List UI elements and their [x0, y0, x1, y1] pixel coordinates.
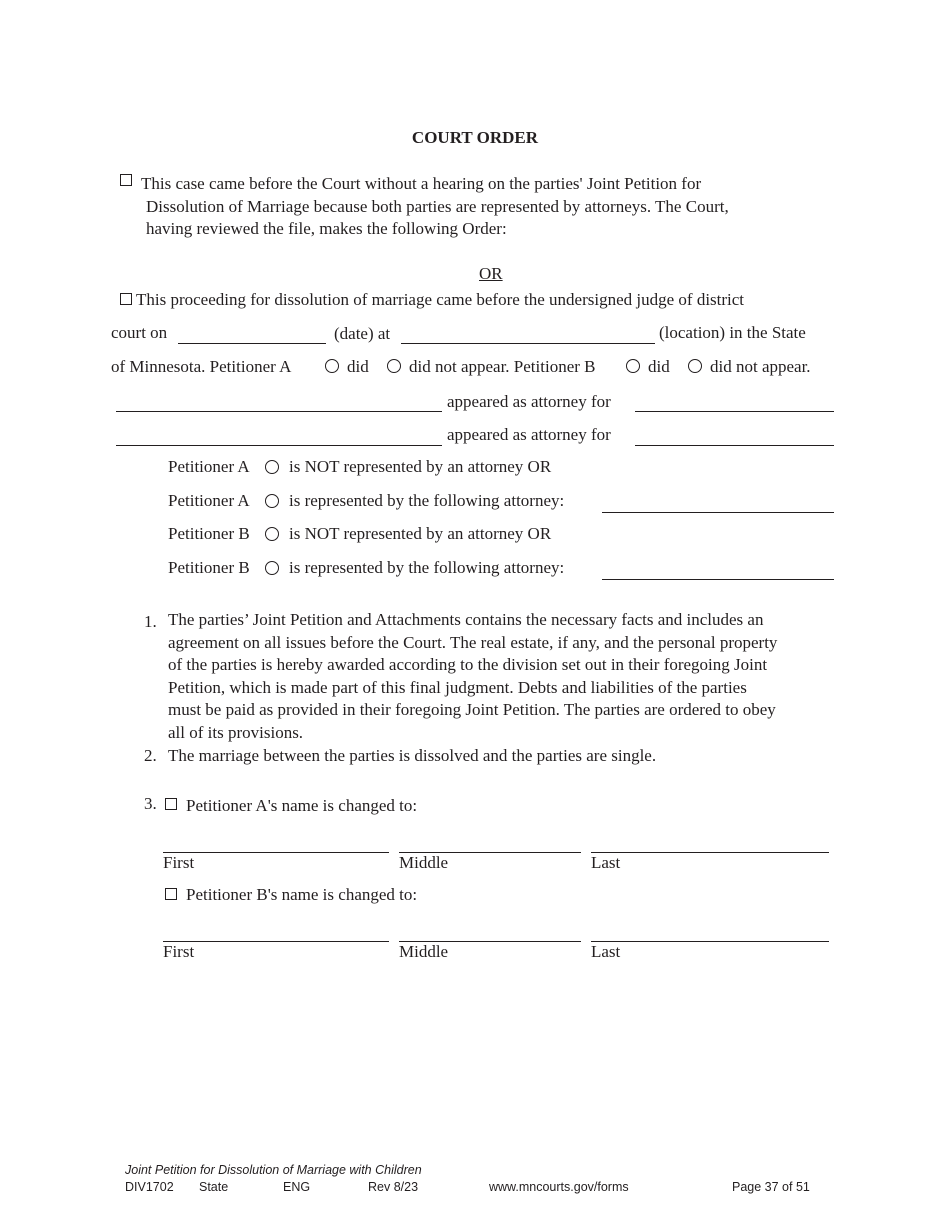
petitioner-a-did-radio[interactable] — [325, 359, 339, 373]
petitioner-a-represented-radio[interactable] — [265, 494, 279, 508]
petitioner-b-not-represented-radio[interactable] — [265, 527, 279, 541]
petitioner-a-did-not-radio[interactable] — [387, 359, 401, 373]
date-at-label: (date) at — [334, 324, 391, 343]
rep-b-yes-text: is represented by the following attorney: — [289, 558, 565, 577]
or-separator: OR — [479, 264, 503, 283]
option1-line3: having reviewed the file, makes the following Order: — [146, 219, 507, 238]
footer-language: ENG — [283, 1180, 311, 1194]
petitioner-a-first-name-field[interactable] — [163, 852, 389, 853]
petitioner-b-did-radio[interactable] — [626, 359, 640, 373]
last-name-label-a: Last — [591, 853, 621, 872]
rep-a-yes-text: is represented by the following attorney: — [289, 491, 565, 510]
middle-name-label-b: Middle — [399, 942, 449, 961]
petitioner-b-first-name-field[interactable] — [163, 941, 389, 942]
order-item-1-text — [168, 609, 777, 744]
rep-a-not-party: Petitioner A — [168, 457, 250, 476]
order-item-3-number: 3. — [144, 794, 157, 813]
attorney-client-field-2[interactable] — [635, 445, 834, 446]
order-item-1-number: 1. — [144, 612, 157, 631]
middle-name-label-a: Middle — [399, 853, 449, 872]
footer-jurisdiction: State — [199, 1180, 229, 1194]
petitioner-b-last-name-field[interactable] — [591, 941, 829, 942]
option1-line2: Dissolution of Marriage because both parties are represented by attorneys. The Court, — [146, 197, 729, 216]
petitioner-a-attorney-field[interactable] — [602, 512, 834, 513]
name-change-b-label: Petitioner B's name is changed to: — [186, 885, 418, 904]
order-item-1-line: must be paid as provided in their foregoing Joint Petition. The parties are ordered to obey — [168, 700, 776, 719]
name-change-b-checkbox[interactable] — [165, 888, 177, 900]
attorney-name-field-1[interactable] — [116, 411, 442, 412]
petitioner-a-not-represented-radio[interactable] — [265, 460, 279, 474]
minnesota-petitioner-a-label: of Minnesota. Petitioner A — [111, 357, 292, 376]
option2-line1: This proceeding for dissolution of marriage came before the undersigned judge of district — [136, 290, 745, 309]
rep-b-not-text: is NOT represented by an attorney OR — [289, 524, 552, 543]
order-item-1-line: all of its provisions. — [168, 722, 304, 742]
petitioner-b-did-not-label: did not appear. — [710, 357, 811, 376]
petitioner-a-did-label: did — [347, 357, 369, 376]
petitioner-b-did-not-radio[interactable] — [688, 359, 702, 373]
order-item-1-line: The parties’ Joint Petition and Attachments contains the necessary facts and includes an — [168, 610, 764, 629]
hearing-checkbox[interactable] — [120, 293, 132, 305]
order-item-1-line: Petition, which is made part of this final judgment. Debts and liabilities of the parties — [168, 677, 747, 697]
location-label: (location) in the State — [659, 323, 806, 342]
rep-b-not-party: Petitioner B — [168, 524, 250, 543]
name-change-a-label: Petitioner A's name is changed to: — [186, 796, 418, 815]
first-name-label-b: First — [163, 942, 195, 961]
attorney-client-field-1[interactable] — [635, 411, 834, 412]
rep-b-yes-party: Petitioner B — [168, 558, 250, 577]
footer-form-code: DIV1702 — [125, 1180, 174, 1194]
rep-a-yes-party: Petitioner A — [168, 491, 250, 510]
order-item-2-number: 2. — [144, 746, 157, 765]
order-item-1-line: agreement on all issues before the Court. The real estate, if any, and the personal property — [168, 632, 778, 652]
option1-line1: This case came before the Court without a hearing on the parties' Joint Petition for — [141, 174, 702, 193]
last-name-label-b: Last — [591, 942, 621, 961]
court-on-label: court on — [111, 323, 168, 342]
petitioner-b-attorney-field[interactable] — [602, 579, 834, 580]
page-title: COURT ORDER — [411, 128, 539, 147]
footer-website: www.mncourts.gov/forms — [489, 1180, 629, 1194]
petitioner-b-did-label: did — [648, 357, 670, 376]
did-not-appear-petitioner-b-label: did not appear. Petitioner B — [409, 357, 596, 376]
order-item-1-line: of the parties is hereby awarded according to the division set out in their foregoing Joint — [168, 655, 768, 674]
attorney-for-label-2: appeared as attorney for — [447, 425, 611, 444]
first-name-label-a: First — [163, 853, 195, 872]
order-item-2-text: The marriage between the parties is dissolved and the parties are single. — [168, 746, 657, 765]
hearing-date-field[interactable] — [178, 343, 326, 344]
petitioner-b-represented-radio[interactable] — [265, 561, 279, 575]
footer-revision: Rev 8/23 — [368, 1180, 419, 1194]
petitioner-a-last-name-field[interactable] — [591, 852, 829, 853]
name-change-a-checkbox[interactable] — [165, 798, 177, 810]
no-hearing-checkbox[interactable] — [120, 174, 132, 186]
rep-a-not-text: is NOT represented by an attorney OR — [289, 457, 552, 476]
hearing-location-field[interactable] — [401, 343, 655, 344]
attorney-name-field-2[interactable] — [116, 445, 442, 446]
footer-form-title: Joint Petition for Dissolution of Marriage with Children — [125, 1163, 422, 1177]
attorney-for-label-1: appeared as attorney for — [447, 392, 611, 411]
footer-page-number: Page 37 of 51 — [732, 1180, 810, 1194]
